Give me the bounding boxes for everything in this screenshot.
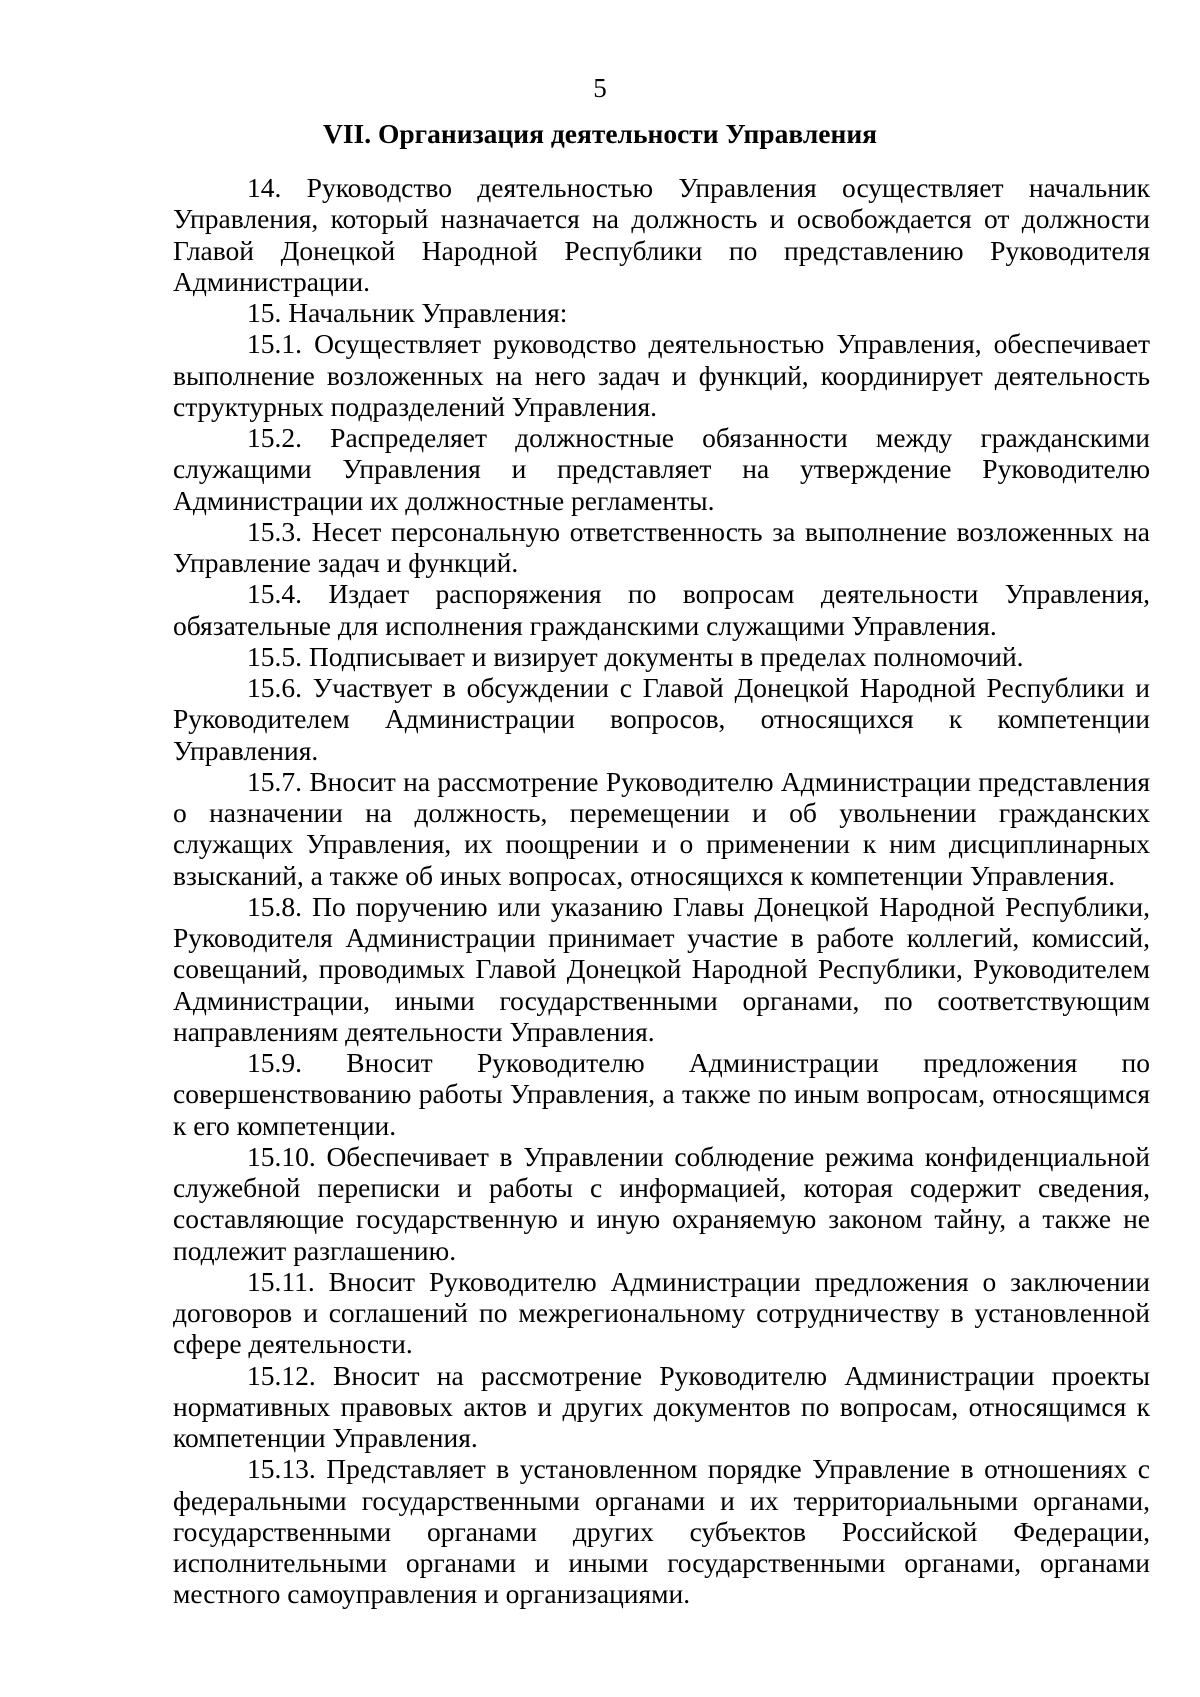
page-number: 5 <box>593 73 607 103</box>
paragraph-15-7: 15.7. Вносит на рассмотрение Руководителю Администрации представления о назначении на должность, перемещении и об увольнении гражданских служащих Управления, их поощрении и о применении к ним дисциплинарных взысканий, а также об иных вопросах, относящихся к компетенции Управления. <box>173 765 1150 891</box>
paragraph-15-11: 15.11. Вносит Руководителю Администрации предложения о заключении договоров и соглашений по межрегиональному сотрудничеству в установленной сфере деятельности. <box>173 1265 1150 1360</box>
paragraph-15-13: 15.13. Представляет в установленном порядке Управление в отношениях с федеральными государственными органами и их территориальными органами, государственными органами других субъектов Российской Федерации, исполнительными органами и иными государственными органами, органами местного самоуправления и организациями. <box>173 1453 1150 1610</box>
paragraph-15-6: 15.6. Участвует в обсуждении с Главой Донецкой Народной Республики и Руководителем Администрации вопросов, относящихся к компетенции Управления. <box>173 672 1150 766</box>
paragraph-15-9: 15.9. Вносит Руководителю Администрации предложения по совершенствованию работы Управления, а также по иным вопросам, относящимся к его компетенции. <box>173 1047 1150 1141</box>
paragraph-14: 14. Руководство деятельностью Управления осуществляет начальник Управления, который назначается на должность и освобождается от должности Главой Донецкой Народной Республики по представлению Руководителя Администрации. <box>173 172 1150 297</box>
paragraph-15-12: 15.12. Вносит на рассмотрение Руководителю Администрации проекты нормативных правовых актов и других документов по вопросам, относящимся к компетенции Управления. <box>173 1359 1150 1453</box>
paragraph-15-4: 15.4. Издает распоряжения по вопросам деятельности Управления, обязательные для исполнения гражданскими служащими Управления. <box>173 578 1150 641</box>
paragraph-15-5: 15.5. Подписывает и визирует документы в пределах полномочий. <box>247 640 1024 672</box>
paragraph-15: 15. Начальник Управления: <box>247 297 568 328</box>
paragraph-15-10: 15.10. Обеспечивает в Управлении соблюдение режима конфиденциальной служебной переписки и работы с информацией, которая содержит сведения, составляющие государственную и иную охраняемую законом тайну, а также не подлежит разглашению. <box>173 1140 1150 1266</box>
paragraph-15-8: 15.8. По поручению или указанию Главы Донецкой Народной Республики, Руководителя Администрации принимает участие в работе коллегий, комиссий, совещаний, проводимых Главой Донецкой Народной Республики, Руководителем Администрации, иными государственными органами, по соответствующим направлениям деятельности Управления. <box>173 890 1150 1047</box>
section-heading: VII. Организация деятельности Управления <box>322 118 878 149</box>
paragraph-15-1: 15.1. Осуществляет руководство деятельностью Управления, обеспечивает выполнение возложенных на него задач и функций, координирует деятельность структурных подразделений Управления. <box>173 328 1150 422</box>
paragraph-15-3: 15.3. Несет персональную ответственность за выполнение возложенных на Управление задач и функций. <box>173 515 1150 578</box>
paragraph-15-2: 15.2. Распределяет должностные обязанности между гражданскими служащими Управления и представляет на утверждение Руководителю Администрации их должностные регламенты. <box>173 422 1150 516</box>
document-body <box>173 172 1150 1610</box>
